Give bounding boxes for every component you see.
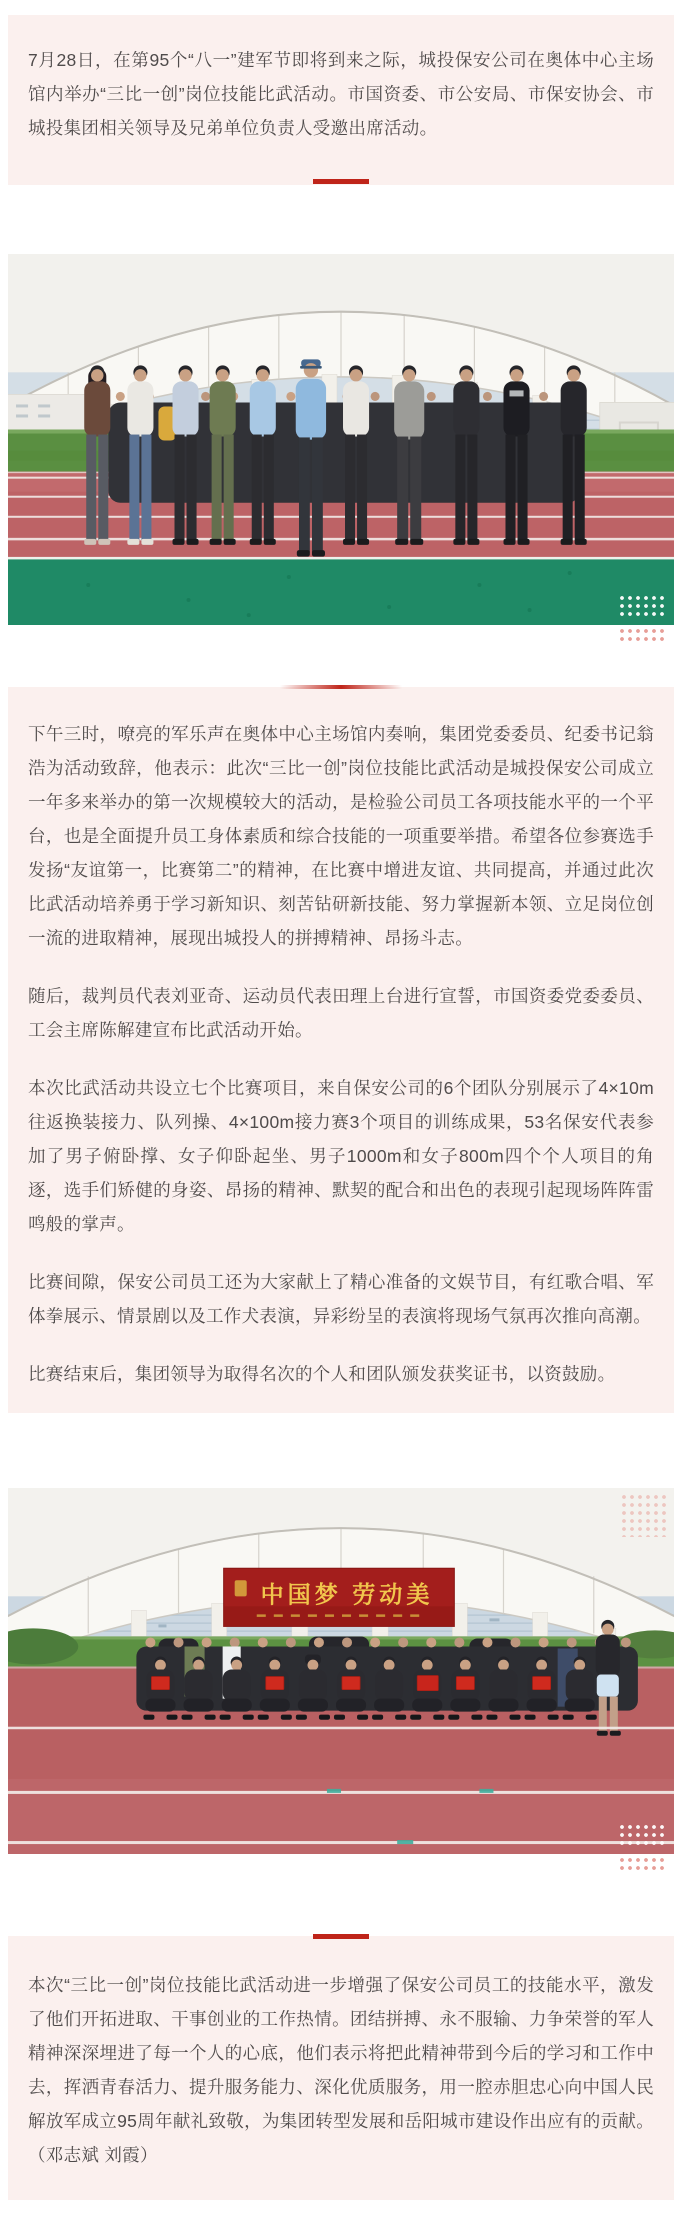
stage-banner [224, 1568, 455, 1626]
outro-section [8, 1936, 674, 2200]
red-divider-bar [313, 1934, 369, 1939]
body-paragraph: 随后，裁判员代表刘亚奇、运动员代表田理上台进行宣誓，市国资委党委委员、工会主席陈解建宣布比武活动开始。 [28, 986, 654, 1041]
stadium-photo-1-illustration [8, 254, 674, 625]
dots-decoration [618, 1856, 666, 1871]
stadium-photo-2-illustration [8, 1488, 674, 1854]
body-paragraph: 本次比武活动共设立七个比赛项目，来自保安公司的6个团队分别展示了4×10m往返换装接力、队列操、4×100m接力赛3个项目的训练成果，53名保安代表参加了男子俯卧撑、女子仰卧起坐、男子1000m和女子800m四个个人项目的角逐，选手们矫健的身姿、昂扬的精神、默契的配合和出色的表现引起现场阵阵雷鸣般的掌声。 [28, 1078, 654, 1235]
body-section [8, 687, 674, 1413]
dots-decoration [618, 594, 666, 620]
body-paragraph: 比赛结束后，集团领导为取得名次的个人和团队颁发获奖证书，以资鼓励。 [28, 1364, 616, 1385]
photo-group-photo[interactable] [8, 1488, 674, 1854]
foreground-turf [8, 557, 674, 625]
body-paragraph: 比赛间隙，保安公司员工还为大家献上了精心准备的文娱节目，有红歌合唱、军体拳展示、情景剧以及工作犬表演，异彩纷呈的表演将现场气氛再次推向高潮。 [28, 1272, 654, 1327]
photo-leaders-lineup[interactable] [8, 254, 674, 625]
dots-decoration [618, 1823, 666, 1849]
red-divider-bar [313, 179, 369, 184]
body-paragraph: 下午三时，嘹亮的军乐声在奥体中心主场馆内奏响，集团党委委员、纪委书记翁浩为活动致辞，他表示：此次“三比一创”岗位技能比武活动是城投保安公司成立一年多来举办的第一次规模较大的活动，是检验公司员工各项技能水平的一个平台，也是全面提升员工身体素质和综合技能的一项重要举措。希望各位参赛选手发扬“友谊第一，比赛第二”的精神，在比赛中增进友谊、共同提高，并通过此次比武活动培养勇于学习新知识、刻苦钻研新技能、努力掌握新本领、立足岗位创一流的进取精神，展现出城投人的拼搏精神、昂扬斗志。 [28, 724, 654, 949]
intro-section [8, 15, 674, 185]
banner-text-2: 中国梦 劳动美 [260, 1581, 434, 1608]
intro-paragraph: 7月28日，在第95个“八一”建军节即将到来之际，城投保安公司在奥体中心主场馆内举办“三比一创”岗位技能比武活动。市国资委、市公安局、市保安协会、市城投集团相关领导及兄弟单位负责人受邀出席活动。 [28, 50, 654, 138]
gradient-divider-line [280, 685, 402, 689]
outro-paragraph: 本次“三比一创”岗位技能比武活动进一步增强了保安公司员工的技能水平，激发了他们开拓进取、干事创业的工作热情。团结拼搏、永不服输、力争荣誉的军人精神深深埋进了每一个人的心底，他们表示将把此精神带到今后的学习和工作中去，挥洒青春活力、提升服务能力、深化优质服务，用一腔赤胆忠心向中国人民解放军成立95周年献礼致敬，为集团转型发展和岳阳城市建设作出应有的贡献。（邓志斌 刘霞） [28, 1975, 654, 2166]
dots-decoration [620, 1493, 668, 1537]
dots-decoration [618, 627, 666, 642]
